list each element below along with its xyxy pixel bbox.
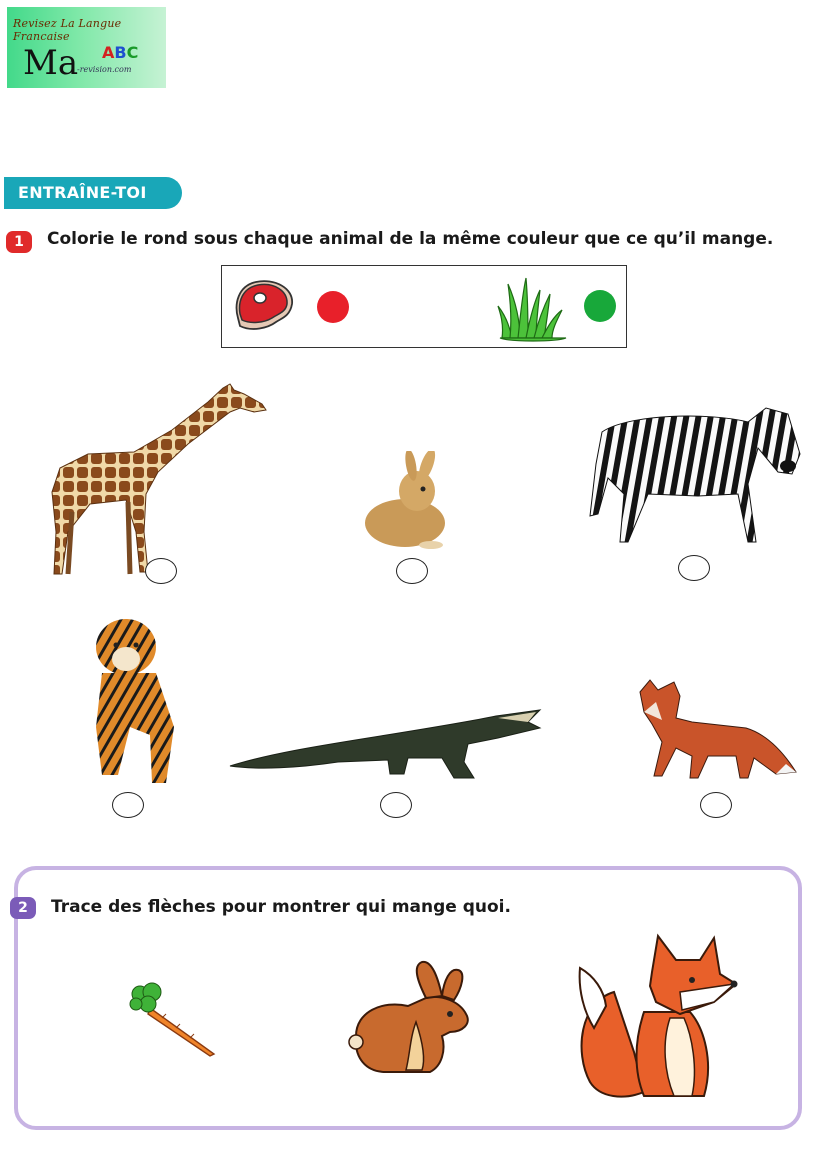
logo-abc-a: A [102, 43, 115, 62]
tiger-image [86, 617, 178, 787]
logo-tagline: Revisez La Langue Francaise [13, 17, 122, 43]
exercise-2-number: 2 [10, 897, 36, 919]
site-logo [7, 7, 166, 88]
rabbit-image [361, 451, 453, 549]
logo-brand: Ma [23, 43, 79, 83]
logo-abc-c: C [126, 43, 139, 62]
tiger-answer-circle[interactable] [112, 792, 144, 818]
crocodile-answer-circle[interactable] [380, 792, 412, 818]
crocodile-image [228, 704, 544, 782]
fox-photo-image [636, 678, 800, 782]
rabbit-answer-circle[interactable] [396, 558, 428, 584]
exercise-1-number: 1 [6, 231, 32, 253]
giraffe-answer-circle[interactable] [145, 558, 177, 584]
rabbit-drawing-image[interactable] [346, 958, 480, 1078]
logo-abc [102, 43, 138, 62]
meat-icon [230, 274, 298, 336]
meat-color-dot [316, 290, 350, 324]
exercise-2-instruction: Trace des flèches pour montrer qui mange quoi. [51, 897, 511, 917]
fox-drawing-image[interactable] [574, 932, 740, 1102]
logo-site: -revision.com [77, 65, 132, 74]
grass-icon [496, 272, 572, 342]
zebra-answer-circle[interactable] [678, 555, 710, 581]
grass-color-dot [583, 289, 617, 323]
giraffe-image [48, 382, 270, 578]
zebra-image [588, 404, 802, 550]
food-legend [221, 265, 627, 348]
carrot-image[interactable] [126, 980, 220, 1060]
section-header: ENTRAÎNE-TOI [4, 177, 182, 209]
logo-abc-b: B [114, 43, 127, 62]
exercise-1-instruction: Colorie le rond sous chaque animal de la même couleur que ce qu’il mange. [47, 229, 774, 249]
fox-answer-circle[interactable] [700, 792, 732, 818]
